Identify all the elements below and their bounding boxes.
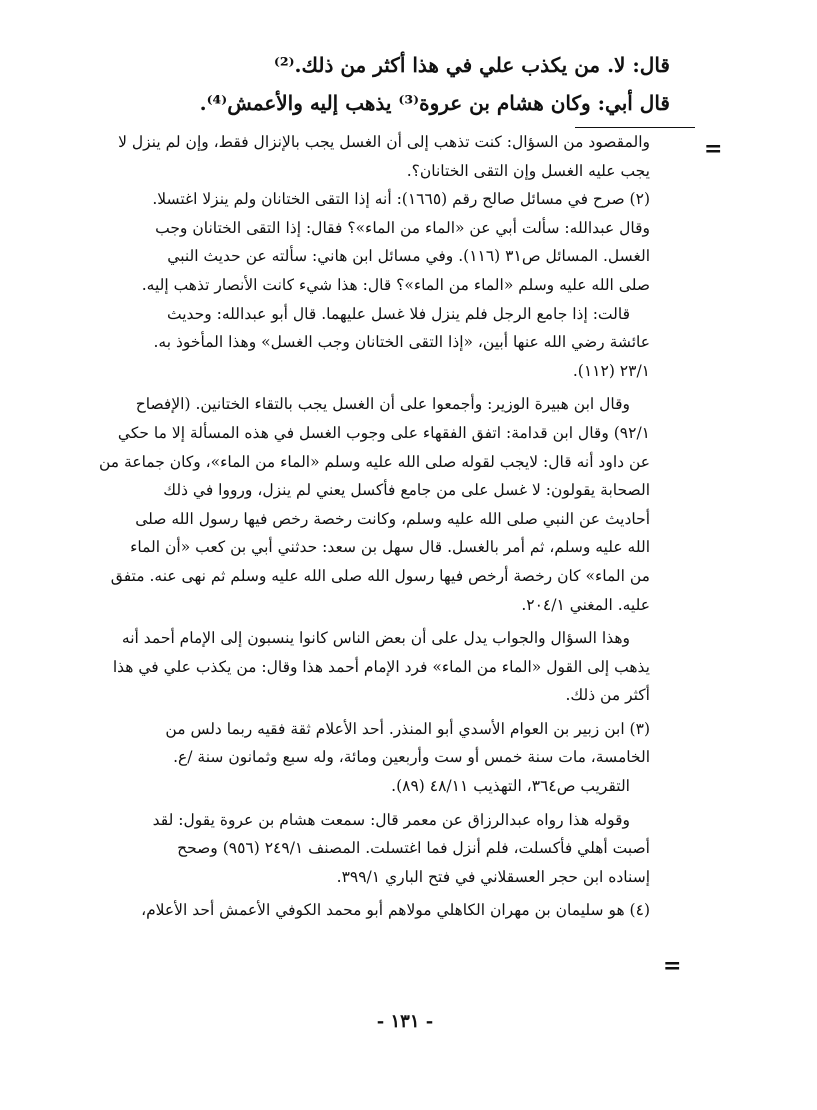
footnote-line: يجب عليه الغسل وإن التقى الختانان؟. xyxy=(406,161,650,180)
footnotes-block xyxy=(98,128,650,925)
footnote-line: أكثر من ذلك. xyxy=(565,686,650,705)
footnote-line: يذهب إلى القول «الماء من الماء» فرد الإمام أحمد هذا وقال: من يكذب علي في هذا xyxy=(112,657,650,676)
footnote-line: (٤) هو سليمان بن مهران الكاهلي مولاهم أبو محمد الكوفي الأعمش أحد الأعلام، xyxy=(141,901,650,920)
footnote-line: قالت: إذا جامع الرجل فلم ينزل فلا غسل عليهما. قال أبو عبدالله: وحديث xyxy=(166,304,630,323)
footnote-line: وهذا السؤال والجواب يدل على أن بعض الناس كانوا ينسبون إلى الإمام أحمد أنه xyxy=(121,629,630,648)
footnote-line: من الماء» كان رخصة أرخص فيها رسول الله صلى الله عليه وسلم ثم نهى عنه. متفق xyxy=(110,566,650,585)
footnote-line: عليه. المغني ٢٠٤/١. xyxy=(521,595,650,614)
footnote-line: ٢٣/١ (١١٢). xyxy=(572,361,650,380)
page-number: - ١٣١ - xyxy=(376,1011,434,1032)
continuation-mark-bottom: = xyxy=(663,953,682,979)
footnote-line: عن داود أنه قال: لايجب لقوله صلى الله عليه وسلم «الماء من الماء»، وكان جماعة من xyxy=(98,452,650,471)
footnote-line: الخامسة، مات سنة خمس أو ست وأربعين ومائة، وله سبع وثمانون سنة /ع. xyxy=(173,748,650,767)
footnote-line: والمقصود من السؤال: كنت تذهب إلى أن الغسل يجب بالإنزال فقط، وإن لم ينزل لا xyxy=(118,133,650,151)
footnote-line: عائشة رضي الله عنها أبين، «إذا التقى الختانان وجب الغسل» وهذا المأخوذ به. xyxy=(153,333,650,352)
footnote-line: (٢) صرح في مسائل صالح رقم (١٦٦٥): أنه إذا التقى الختانان ولم ينزلا اغتسلا. xyxy=(152,190,650,209)
footnote-line: وقال ابن هبيرة الوزير: وأجمعوا على أن الغسل يجب بالتقاء الختانين. (الإفصاح xyxy=(135,395,630,414)
footnote-line: الغسل. المسائل ص٣١ (١١٦). وفي مسائل ابن هاني: سألته عن حديث النبي xyxy=(167,247,650,266)
main-text-line-1: قال: لا. من يكذب علي في هذا أكثر من ذلك.⁽²⁾ xyxy=(273,53,670,77)
footnote-line: أصبت أهلي فأكسلت، فلم أنزل فما اغتسلت. المصنف ٢٤٩/١ (٩٥٦) وصحح xyxy=(177,839,650,858)
footnote-line: الله عليه وسلم، ثم أمر بالغسل. قال سهل بن سعد: حدثني أبي بن كعب «أن الماء xyxy=(130,538,650,557)
footnote-line: وقال عبدالله: سألت أبي عن «الماء من الماء»؟ فقال: إذا التقى الختانان وجب xyxy=(155,218,650,237)
continuation-mark-top: = xyxy=(704,136,723,162)
main-text-line-2: قال أبي: وكان هشام بن عروة⁽³⁾ يذهب إليه والأعمش⁽⁴⁾. xyxy=(199,91,670,115)
footnote-line: (٣) ابن زبير بن العوام الأسدي أبو المنذر. أحد الأعلام ثقة فقيه ربما دلس من xyxy=(165,719,650,738)
footnote-line: الصحابة يقولون: لا غسل على من جامع فأكسل يعني لم ينزل، ورووا في ذلك xyxy=(163,481,650,500)
footnote-line: إسناده ابن حجر العسقلاني في فتح الباري ٣٩٩/١. xyxy=(336,867,650,886)
footnote-line: وقوله هذا رواه عبدالرزاق عن معمر قال: سمعت هشام بن عروة يقول: لقد xyxy=(152,810,630,829)
footnote-line: صلى الله عليه وسلم «الماء من الماء»؟ قال: هذا شيء كانت الأنصار تذهب إليه. xyxy=(141,275,650,294)
footnote-line: التقريب ص٣٦٤، التهذيب ٤٨/١١ (٨٩). xyxy=(391,777,630,796)
footnote-line: ٩٢/١) وقال ابن قدامة: اتفق الفقهاء على وجوب الغسل في هذه المسألة إلا ما حكي xyxy=(117,423,650,442)
footnote-line: أحاديث عن النبي صلى الله عليه وسلم، وكانت رخصة رخص فيها رسول الله صلى xyxy=(135,509,650,528)
